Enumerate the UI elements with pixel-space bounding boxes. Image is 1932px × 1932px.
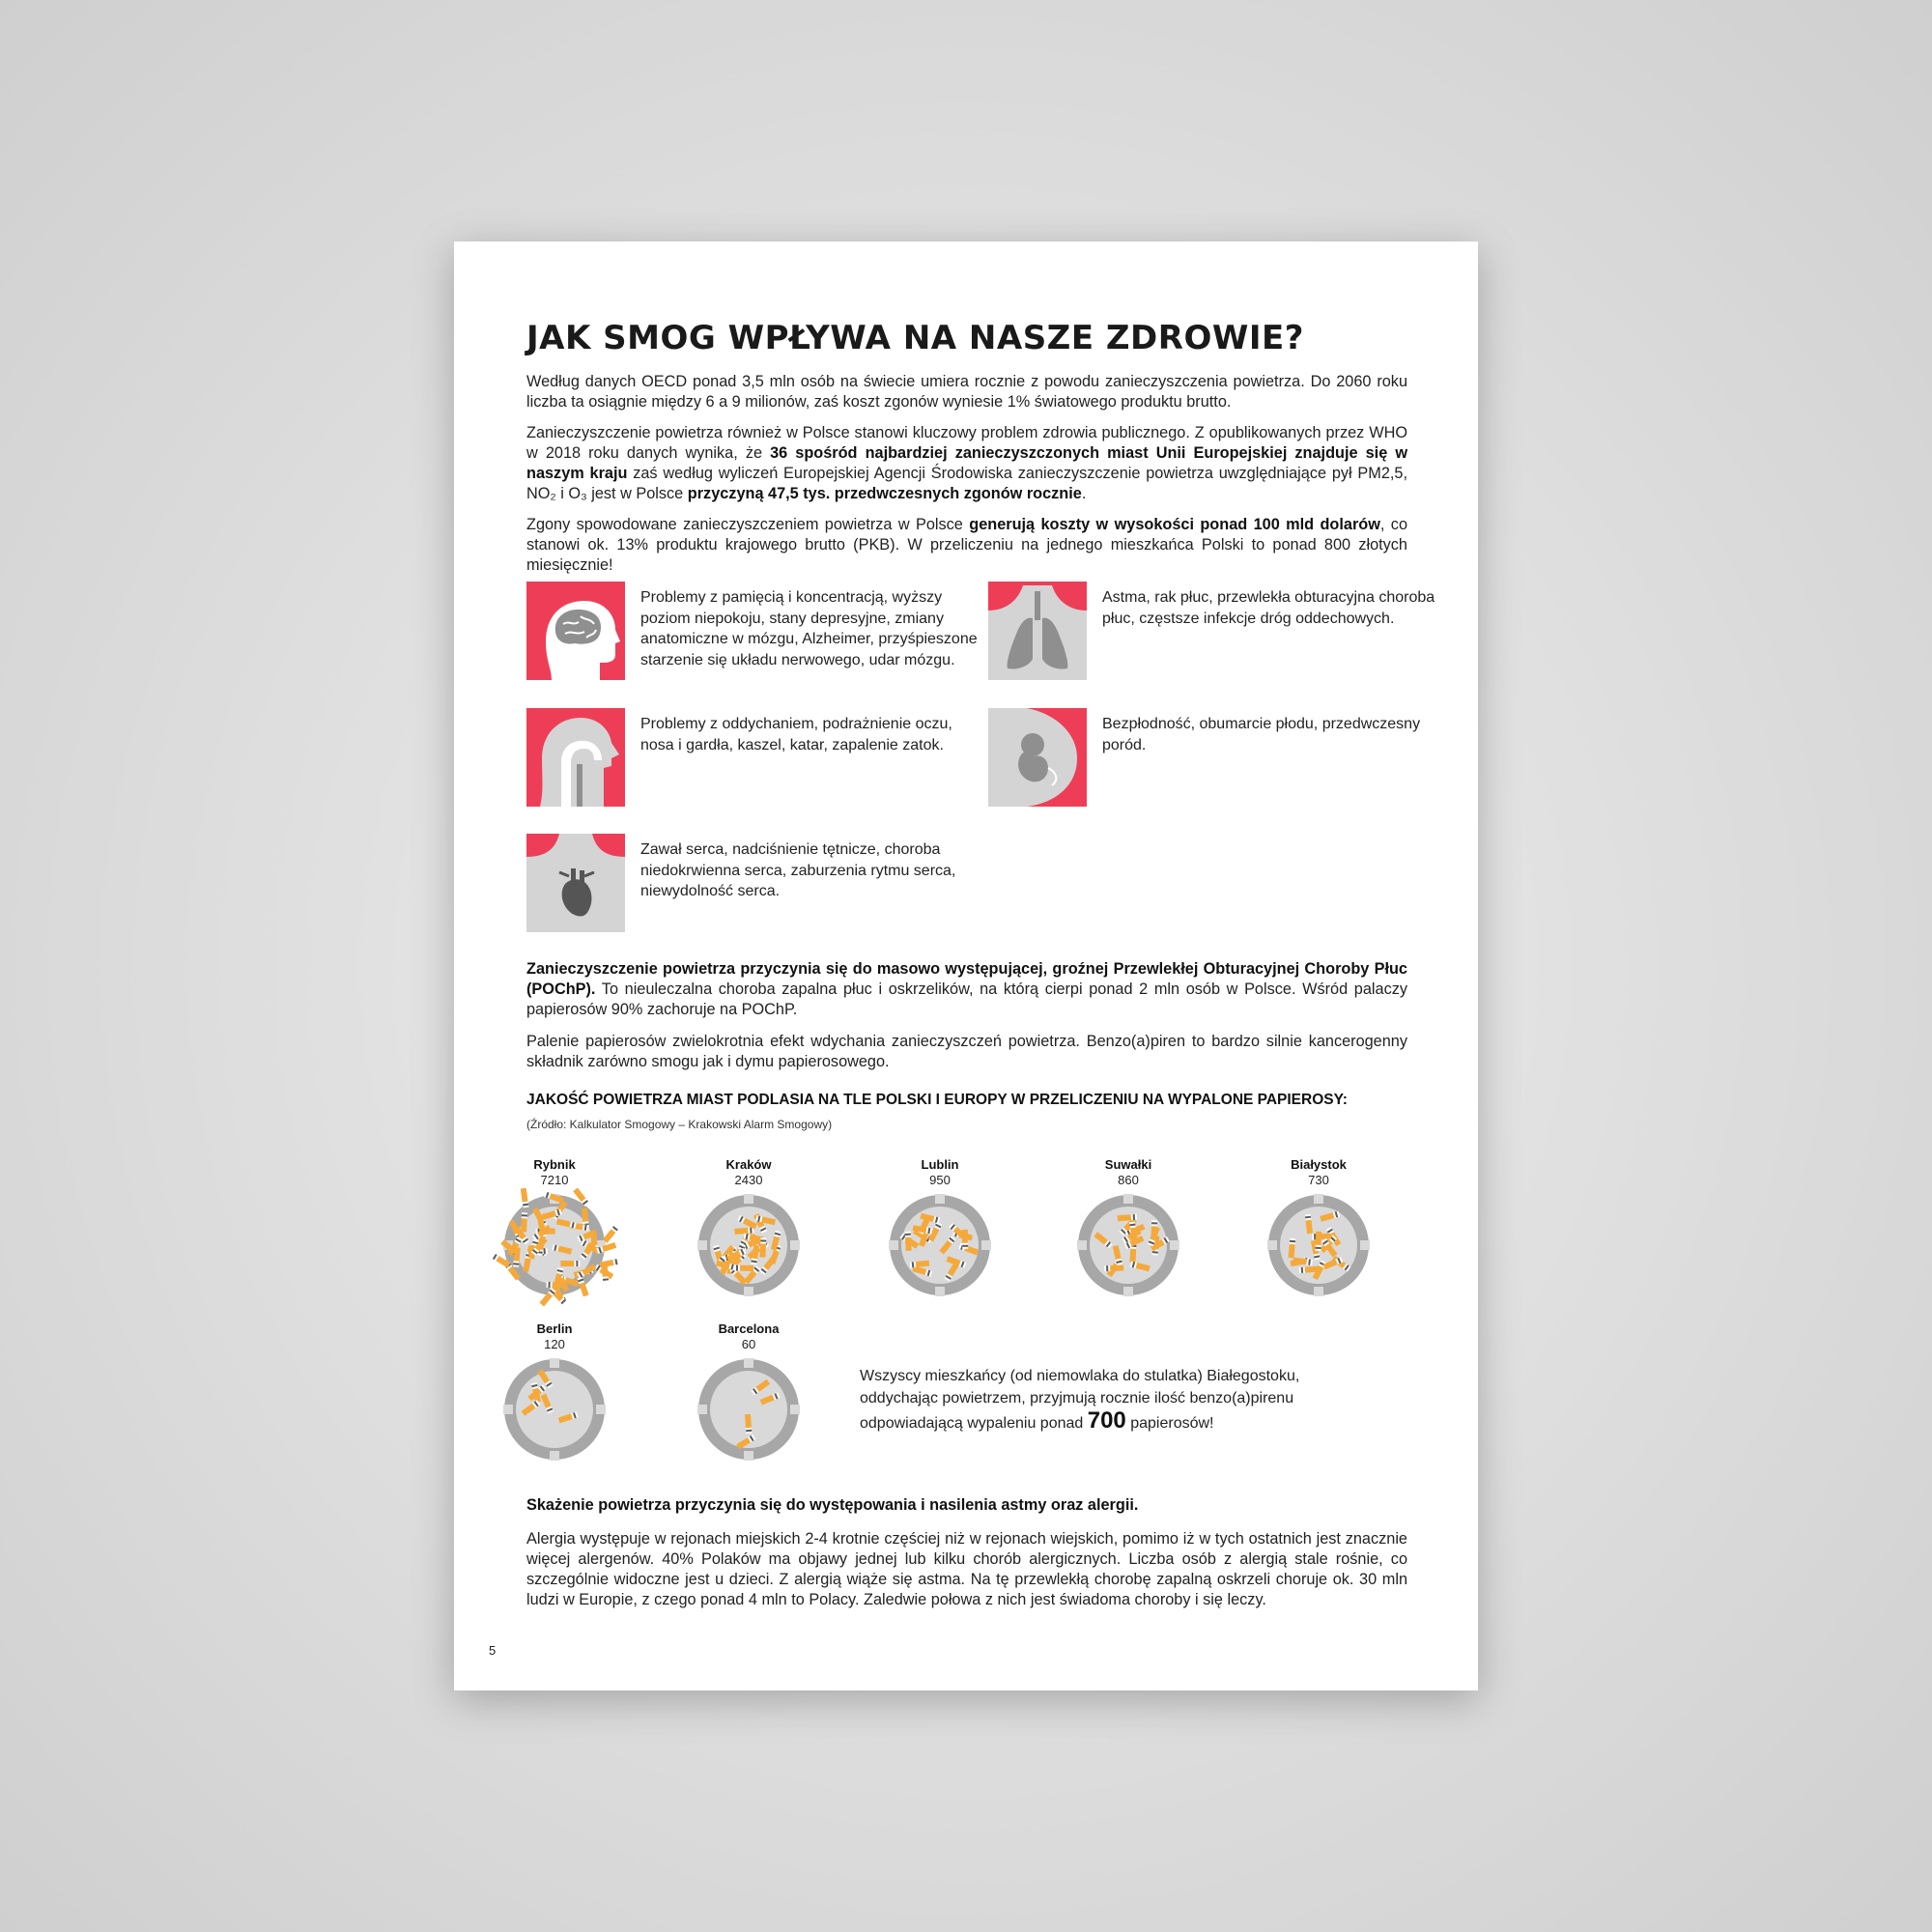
ailment-lungs-text: Astma, rak płuc, przewlekła obturacyjna choroba płuc, częstsze infekcje dróg oddechowych.	[1102, 589, 1435, 627]
lungs-icon	[988, 582, 1087, 680]
ashtray-icon	[500, 1191, 609, 1299]
city-value: 860	[1118, 1173, 1139, 1187]
intro-paragraph-1: Według danych OECD ponad 3,5 mln osób na świecie umiera rocznie z powodu zanieczyszczenia powietrza. Do 2060 roku liczba ta osiągnie między 6 a 9 milionów, zaś koszt zgonów wyniesie 1% światowego produktu brutto.	[526, 373, 1407, 411]
ailment-brain-text: Problemy z pamięcią i koncentracją, wyższy poziom niepokoju, stany depresyjne, zmiany anatomiczne w mózgu, Alzheimer, przyśpieszone starzenie się układu nerwowego, udar mózgu.	[640, 589, 978, 668]
city-name: Barcelona	[718, 1321, 780, 1336]
copd-paragraph-2: Palenie papierosów zwielokrotnia efekt wdychania zanieczyszczeń powietrza. Benzo(a)piren to bardzo silnie kancerogenny składnik zarówno smogu jak i dymu papierosowego.	[526, 1033, 1407, 1070]
cigarette-butt	[759, 1237, 766, 1257]
cigarette-butt	[560, 1261, 580, 1266]
city-value: 120	[544, 1337, 565, 1351]
ashtray-icon	[500, 1355, 609, 1463]
city-value: 950	[929, 1173, 951, 1187]
cigarette-butt	[1315, 1232, 1321, 1251]
city-value: 7210	[540, 1173, 569, 1187]
ashtray-icon	[695, 1191, 803, 1299]
city-białystok	[1261, 1157, 1377, 1299]
fetus-icon	[988, 708, 1087, 807]
city-name: Lublin	[921, 1157, 959, 1172]
city-berlin	[497, 1321, 612, 1463]
city-name: Kraków	[725, 1157, 772, 1172]
allergy-heading: Skażenie powietrza przyczynia się do występowania i nasilenia astmy oraz alergii.	[526, 1496, 1139, 1514]
city-name: Białystok	[1291, 1157, 1347, 1172]
ailment-fetus	[988, 708, 1442, 809]
cigarette-butt	[521, 1188, 529, 1208]
city-name: Berlin	[536, 1321, 573, 1336]
city-name: Suwałki	[1104, 1157, 1152, 1172]
page-number: 5	[489, 1643, 497, 1658]
ashtray-icon	[695, 1355, 803, 1463]
intro-paragraph-3: Zgony spowodowane zanieczyszczeniem powietrza w Polsce generują koszty w wysokości ponad 100 mld dolarów, co stanowi ok. 13% produktu krajowego brutto (PKB). W przeliczeniu na jednego mieszkańca Polski to ponad 800 złotych miesięcznie!	[526, 516, 1407, 574]
ailment-airway	[526, 708, 980, 809]
cigarette-butt	[962, 1230, 968, 1249]
callout-number: 700	[1087, 1407, 1126, 1434]
cigarette-butt	[1104, 1265, 1123, 1272]
city-value: 730	[1308, 1173, 1329, 1187]
intro-paragraph-2: Zanieczyszczenie powietrza również w Polsce stanowi kluczowy problem zdrowia publicznego. Z opublikowanych przez WHO w 2018 roku danych wynika, że 36 spośród najbardziej zanieczyszczonych miast Unii Europejskiej znajduje się w naszym kraju zaś według wyliczeń Europejskiej Agencji Środowiska zanieczyszczenie powietrza uwzględniające pył PM2,5, NO₂ i O₃ jest w Polsce przyczyną 47,5 tys. przedwczesnych zgonów rocznie.	[526, 424, 1407, 502]
city-suwałki	[1070, 1157, 1186, 1299]
city-lublin	[882, 1157, 998, 1299]
cigarettes-section-heading: JAKOŚĆ POWIETRZA MIAST PODLASIA NA TLE POLSKI I EUROPY W PRZELICZENIU NA WYPALONE PAPIEROSY:	[526, 1092, 1348, 1108]
ailment-heart	[526, 834, 980, 934]
cigarette-butt	[905, 1232, 912, 1251]
document-page	[454, 242, 1478, 1690]
cigarette-butt	[734, 1265, 753, 1271]
city-kraków	[691, 1157, 807, 1299]
city-barcelona	[691, 1321, 807, 1463]
ashtray-icon	[1264, 1191, 1373, 1299]
city-rybnik	[497, 1157, 612, 1299]
city-value: 60	[741, 1337, 756, 1351]
ashtray-icon	[1074, 1191, 1182, 1299]
copd-paragraph-1: Zanieczyszczenie powietrza przyczynia się do masowo występującej, groźnej Przewlekłej Obturacyjnej Choroby Płuc (POChP). To nieuleczalna choroba zapalna płuc i oskrzelików, na którą cierpi ponad 2 mln osób w Polsce. Wśród palaczy papierosów 90% zachoruje na POChP.	[526, 960, 1407, 1018]
allergy-paragraph: Alergia występuje w rejonach miejskich 2-4 krotnie częściej niż w rejonach wiejskich, pomimo iż w tych ostatnich jest znacznie więcej alergenów. 40% Polaków ma objawy jednej lub kilku chorób alergicznych. Liczba osób z alergią stale rośnie, co szczególnie widoczne jest u dzieci. Z alergią wiąże się astma. Na tę przewlekłą chorobę zapalną oskrzeli choruje ok. 30 mln ludzi w Europie, z czego ponad 4 mln to Polacy. Zaledwie połowa z nich jest świadoma choroby i się leczy.	[526, 1530, 1407, 1608]
ailment-airway-text: Problemy z oddychaniem, podrażnienie oczu, nosa i gardła, kaszel, katar, zapalenie zatok.	[640, 716, 952, 753]
airway-icon	[526, 708, 625, 807]
city-value: 2430	[734, 1173, 763, 1187]
brain-icon	[526, 582, 625, 680]
ailment-brain	[526, 582, 980, 682]
ailment-fetus-text: Bezpłodność, obumarcie płodu, przedwczesny poród.	[1102, 716, 1421, 753]
heart-icon	[526, 834, 625, 932]
ailment-lungs	[988, 582, 1442, 682]
cigarette-butt	[521, 1212, 527, 1232]
cigarette-butt	[1312, 1234, 1331, 1240]
ailment-heart-text: Zawał serca, nadciśnienie tętnicze, choroba niedokrwienna serca, zaburzenia rytmu serca, niewydolność serca.	[640, 841, 956, 899]
ashtray-icon	[886, 1191, 994, 1299]
page-title: JAK SMOG WPŁYWA NA NASZE ZDROWIE?	[526, 319, 1304, 357]
city-name: Rybnik	[533, 1157, 576, 1172]
cigarette-butt	[603, 1225, 619, 1243]
bialystok-callout: Wszyscy mieszkańcy (od niemowlaka do stulatka) Białegostoku, oddychając powietrzem, przyjmują rocznie ilość benzo(a)pirenu odpowiadającą wypaleniu ponad 700 papierosów!	[860, 1368, 1300, 1434]
cigarettes-section-source: (Źródło: Kalkulator Smogowy – Krakowski Alarm Smogowy)	[526, 1118, 833, 1131]
